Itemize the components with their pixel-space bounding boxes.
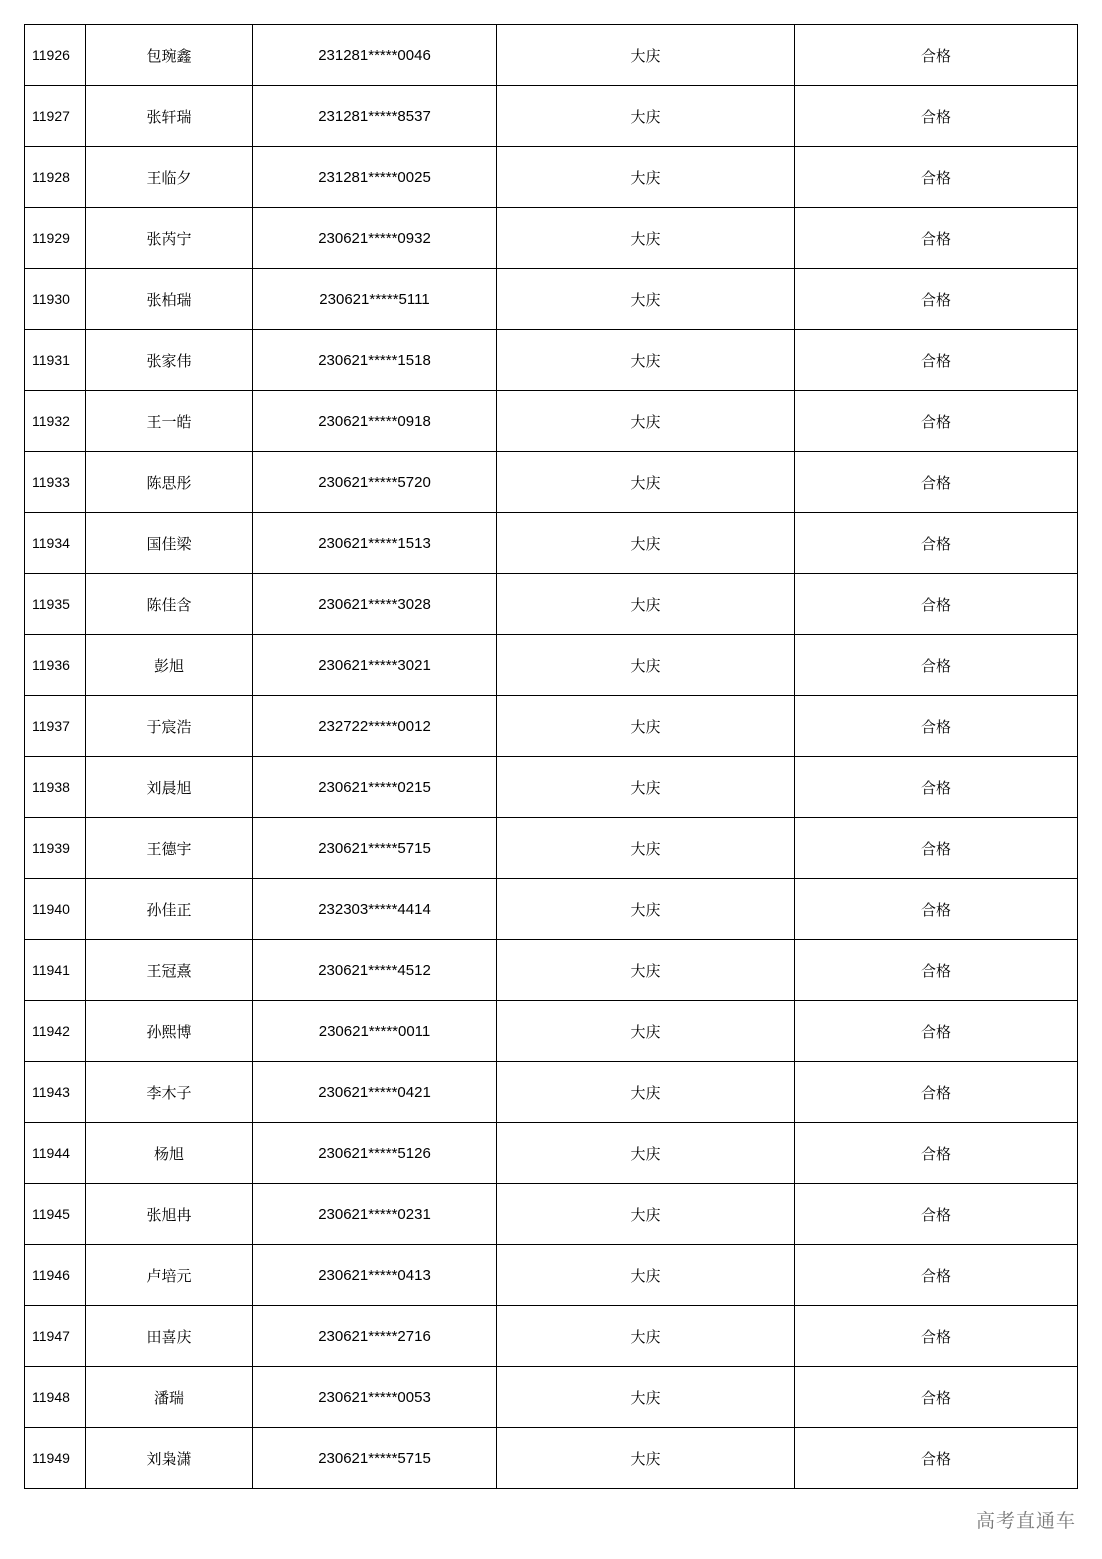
cell-name: 王一皓 <box>86 391 253 452</box>
cell-name: 国佳梁 <box>86 513 253 574</box>
cell-id-number: 231281*****0025 <box>253 147 497 208</box>
cell-city: 大庆 <box>497 818 795 879</box>
cell-number: 11942 <box>25 1001 86 1062</box>
cell-name: 李木子 <box>86 1062 253 1123</box>
cell-number: 11932 <box>25 391 86 452</box>
cell-result: 合格 <box>795 1367 1078 1428</box>
cell-name: 刘枭潇 <box>86 1428 253 1489</box>
cell-name: 于宸浩 <box>86 696 253 757</box>
cell-id-number: 230621*****0011 <box>253 1001 497 1062</box>
table-row <box>25 269 1078 330</box>
cell-city: 大庆 <box>497 1001 795 1062</box>
cell-city: 大庆 <box>497 208 795 269</box>
table-row <box>25 147 1078 208</box>
cell-number: 11926 <box>25 25 86 86</box>
cell-result: 合格 <box>795 1184 1078 1245</box>
cell-number: 11947 <box>25 1306 86 1367</box>
cell-id-number: 231281*****0046 <box>253 25 497 86</box>
cell-city: 大庆 <box>497 1245 795 1306</box>
table-row <box>25 452 1078 513</box>
table-row <box>25 1367 1078 1428</box>
cell-name: 陈佳含 <box>86 574 253 635</box>
cell-city: 大庆 <box>497 330 795 391</box>
cell-result: 合格 <box>795 574 1078 635</box>
cell-city: 大庆 <box>497 1184 795 1245</box>
cell-result: 合格 <box>795 1245 1078 1306</box>
cell-name: 孙熙博 <box>86 1001 253 1062</box>
cell-number: 11938 <box>25 757 86 818</box>
cell-city: 大庆 <box>497 574 795 635</box>
table-row <box>25 1306 1078 1367</box>
cell-result: 合格 <box>795 269 1078 330</box>
table-row <box>25 574 1078 635</box>
cell-id-number: 230621*****5111 <box>253 269 497 330</box>
cell-number: 11928 <box>25 147 86 208</box>
cell-result: 合格 <box>795 147 1078 208</box>
cell-id-number: 230621*****0053 <box>253 1367 497 1428</box>
cell-number: 11935 <box>25 574 86 635</box>
cell-name: 孙佳正 <box>86 879 253 940</box>
table-row <box>25 1062 1078 1123</box>
cell-city: 大庆 <box>497 1062 795 1123</box>
cell-number: 11940 <box>25 879 86 940</box>
table-row <box>25 25 1078 86</box>
cell-name: 王冠熹 <box>86 940 253 1001</box>
cell-number: 11927 <box>25 86 86 147</box>
cell-result: 合格 <box>795 1123 1078 1184</box>
cell-number: 11945 <box>25 1184 86 1245</box>
table-row <box>25 879 1078 940</box>
cell-result: 合格 <box>795 696 1078 757</box>
cell-result: 合格 <box>795 25 1078 86</box>
cell-city: 大庆 <box>497 635 795 696</box>
cell-id-number: 230621*****0918 <box>253 391 497 452</box>
cell-result: 合格 <box>795 330 1078 391</box>
cell-city: 大庆 <box>497 1367 795 1428</box>
cell-id-number: 230621*****0413 <box>253 1245 497 1306</box>
cell-name: 王德宇 <box>86 818 253 879</box>
cell-city: 大庆 <box>497 879 795 940</box>
cell-id-number: 230621*****1513 <box>253 513 497 574</box>
cell-name: 杨旭 <box>86 1123 253 1184</box>
cell-result: 合格 <box>795 1062 1078 1123</box>
cell-id-number: 230621*****0231 <box>253 1184 497 1245</box>
cell-city: 大庆 <box>497 513 795 574</box>
cell-id-number: 230621*****0932 <box>253 208 497 269</box>
table-row <box>25 1428 1078 1489</box>
table-row <box>25 757 1078 818</box>
cell-number: 11946 <box>25 1245 86 1306</box>
cell-id-number: 230621*****3021 <box>253 635 497 696</box>
results-table-body <box>25 25 1078 1489</box>
cell-number: 11943 <box>25 1062 86 1123</box>
cell-name: 刘晨旭 <box>86 757 253 818</box>
cell-id-number: 230621*****5720 <box>253 452 497 513</box>
table-row <box>25 940 1078 1001</box>
cell-result: 合格 <box>795 757 1078 818</box>
table-row <box>25 208 1078 269</box>
cell-city: 大庆 <box>497 1428 795 1489</box>
cell-number: 11941 <box>25 940 86 1001</box>
cell-result: 合格 <box>795 818 1078 879</box>
cell-name: 张家伟 <box>86 330 253 391</box>
table-row <box>25 513 1078 574</box>
cell-city: 大庆 <box>497 269 795 330</box>
cell-name: 陈思彤 <box>86 452 253 513</box>
cell-name: 潘瑞 <box>86 1367 253 1428</box>
cell-result: 合格 <box>795 391 1078 452</box>
cell-city: 大庆 <box>497 86 795 147</box>
cell-name: 张柏瑞 <box>86 269 253 330</box>
cell-name: 田喜庆 <box>86 1306 253 1367</box>
cell-id-number: 230621*****4512 <box>253 940 497 1001</box>
cell-name: 王临夕 <box>86 147 253 208</box>
cell-number: 11937 <box>25 696 86 757</box>
cell-id-number: 232303*****4414 <box>253 879 497 940</box>
cell-number: 11948 <box>25 1367 86 1428</box>
cell-city: 大庆 <box>497 757 795 818</box>
cell-result: 合格 <box>795 635 1078 696</box>
cell-city: 大庆 <box>497 940 795 1001</box>
cell-city: 大庆 <box>497 147 795 208</box>
cell-result: 合格 <box>795 452 1078 513</box>
cell-city: 大庆 <box>497 1306 795 1367</box>
table-row <box>25 330 1078 391</box>
cell-name: 张芮宁 <box>86 208 253 269</box>
cell-number: 11933 <box>25 452 86 513</box>
cell-result: 合格 <box>795 1001 1078 1062</box>
cell-id-number: 230621*****0421 <box>253 1062 497 1123</box>
cell-id-number: 230621*****0215 <box>253 757 497 818</box>
cell-city: 大庆 <box>497 696 795 757</box>
cell-number: 11939 <box>25 818 86 879</box>
cell-id-number: 230621*****3028 <box>253 574 497 635</box>
cell-id-number: 230621*****5126 <box>253 1123 497 1184</box>
table-row <box>25 86 1078 147</box>
cell-number: 11929 <box>25 208 86 269</box>
cell-result: 合格 <box>795 1428 1078 1489</box>
cell-name: 张旭冉 <box>86 1184 253 1245</box>
table-row <box>25 1184 1078 1245</box>
cell-result: 合格 <box>795 879 1078 940</box>
cell-id-number: 230621*****5715 <box>253 818 497 879</box>
table-row <box>25 1123 1078 1184</box>
cell-id-number: 230621*****1518 <box>253 330 497 391</box>
cell-name: 包琬鑫 <box>86 25 253 86</box>
cell-name: 卢培元 <box>86 1245 253 1306</box>
cell-city: 大庆 <box>497 452 795 513</box>
cell-id-number: 231281*****8537 <box>253 86 497 147</box>
cell-result: 合格 <box>795 86 1078 147</box>
cell-result: 合格 <box>795 513 1078 574</box>
watermark-text: 高考直通车 <box>975 1510 1076 1532</box>
cell-result: 合格 <box>795 208 1078 269</box>
cell-city: 大庆 <box>497 25 795 86</box>
cell-city: 大庆 <box>497 1123 795 1184</box>
cell-name: 彭旭 <box>86 635 253 696</box>
table-row <box>25 1001 1078 1062</box>
cell-result: 合格 <box>795 1306 1078 1367</box>
cell-city: 大庆 <box>497 391 795 452</box>
cell-id-number: 232722*****0012 <box>253 696 497 757</box>
table-row <box>25 818 1078 879</box>
cell-number: 11930 <box>25 269 86 330</box>
cell-id-number: 230621*****2716 <box>253 1306 497 1367</box>
cell-id-number: 230621*****5715 <box>253 1428 497 1489</box>
cell-number: 11934 <box>25 513 86 574</box>
cell-result: 合格 <box>795 940 1078 1001</box>
results-table <box>24 24 1078 1489</box>
cell-number: 11931 <box>25 330 86 391</box>
table-row <box>25 696 1078 757</box>
cell-number: 11936 <box>25 635 86 696</box>
cell-number: 11944 <box>25 1123 86 1184</box>
table-row <box>25 1245 1078 1306</box>
table-row <box>25 635 1078 696</box>
cell-name: 张轩瑞 <box>86 86 253 147</box>
table-row <box>25 391 1078 452</box>
cell-number: 11949 <box>25 1428 86 1489</box>
